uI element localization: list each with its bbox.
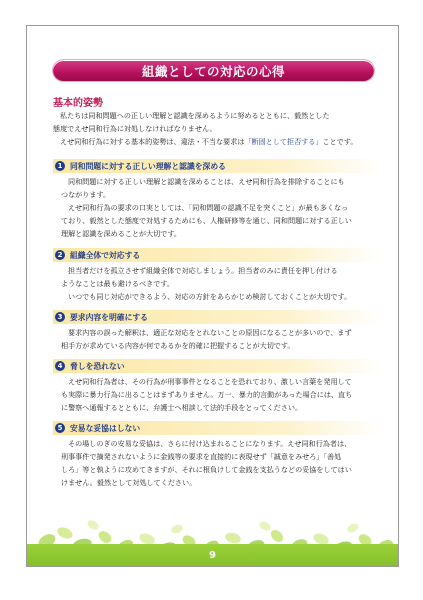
body-line: 同和問題に対する正しい理解と認識を深めることは、えせ同和行為を排除することにも (68, 177, 345, 186)
body-line: 担当者だけを孤立させず組織全体で対応しましょう。担当者のみに責任を押し付ける (68, 266, 338, 275)
intro-line: 私たちは同和問題への正しい理解と認識を深めるように努めるとともに、毅然とした (60, 111, 330, 120)
section-heading-text: 要求内容を明確にする (70, 312, 148, 322)
page-number: 9 (209, 549, 216, 561)
body-line: に警察へ通報するとともに、弁護士へ相談して法的手段をとってください。 (61, 403, 303, 412)
section-5-heading (53, 421, 383, 435)
body-line: つながります。 (61, 190, 111, 199)
section-number-badge: 1 (55, 161, 65, 171)
section-number-badge: 3 (55, 312, 65, 322)
section-heading: 基本的姿勢 (53, 98, 103, 109)
footer-bar (27, 544, 398, 566)
section-number-badge: 5 (55, 423, 65, 433)
section-heading-text: 安易な妥協はしない (70, 423, 141, 433)
intro-line: 態度でえせ同和行為に対処しなければなりません。 (53, 124, 217, 133)
section-1-body (61, 175, 387, 240)
body-line: その場しのぎの安易な妥協は、さらに付け込まれることになります。えせ同和行為者は、 (68, 439, 352, 448)
body-line: も実際に暴力行為に出ることはまずありません。万一、暴力的言動があった場合には、直ち (61, 390, 353, 399)
basic-line-pre: えせ同和行為に対する基本的姿勢は、違法・不当な要求は (60, 137, 245, 146)
section-heading-text: 組織全体で対応する (70, 250, 141, 260)
body-line: ようなことは最も避けるべきです。 (61, 279, 174, 288)
body-line: けません。毅然として対処してください。 (61, 478, 197, 487)
page-title: 組織としての対応の心得 (141, 63, 285, 79)
intro-paragraph (53, 109, 383, 135)
section-number-badge: 4 (55, 361, 65, 371)
section-2-body (61, 264, 387, 303)
section-1-heading (53, 159, 383, 173)
document-page (26, 25, 399, 567)
basic-line-emphasis: 「断固として拒否する」 (244, 137, 323, 146)
section-3-body (61, 326, 387, 352)
body-line: えせ同和行為の要求の口実としては、「同和問題の認識不足を突くこと」が最も多くなっ (68, 203, 349, 212)
body-line: しろ」等と執ように攻めてきますが、それに根負けして金銭を支払うなどの妥協をしてはい (61, 465, 352, 474)
body-line: えせ同和行為者は、その行為が刑事事件となることを恐れており、激しい言葉を発用して (68, 377, 352, 386)
basic-line-post: ことです。 (322, 137, 358, 146)
body-line: ており、毅然とした態度で対処するためにも、人権研修等を通じ、同和問題に対する正しい (61, 216, 352, 225)
body-line: 相手方が求めている内容が何であるかを的確に把握することが大切です。 (61, 341, 295, 350)
body-line: 刑事事件で摘発されないように金銭等の要求を直接的に表現せず「誠意をみせろ」「善処 (61, 452, 342, 461)
section-number-badge: 2 (55, 250, 65, 260)
section-heading-text: 脅しを恐れない (70, 361, 125, 371)
section-5-body (61, 437, 387, 489)
section-3-heading (53, 310, 383, 324)
section-heading-text: 同和問題に対する正しい理解と認識を深める (70, 161, 226, 171)
section-4-body (61, 375, 387, 414)
body-line: 要求内容の誤った解釈は、適正な対応をとれないことの原因になることが多いので、まず (68, 328, 352, 337)
section-2-heading (53, 248, 383, 262)
body-line: いつでも同じ対応ができるよう、対応の方針をあらかじめ検討しておくことが大切です。 (68, 292, 352, 301)
body-line: 理解と認識を深めることが大切です。 (61, 229, 182, 238)
section-4-heading (53, 359, 383, 373)
title-banner (53, 60, 374, 81)
basic-stance-line (53, 135, 393, 148)
